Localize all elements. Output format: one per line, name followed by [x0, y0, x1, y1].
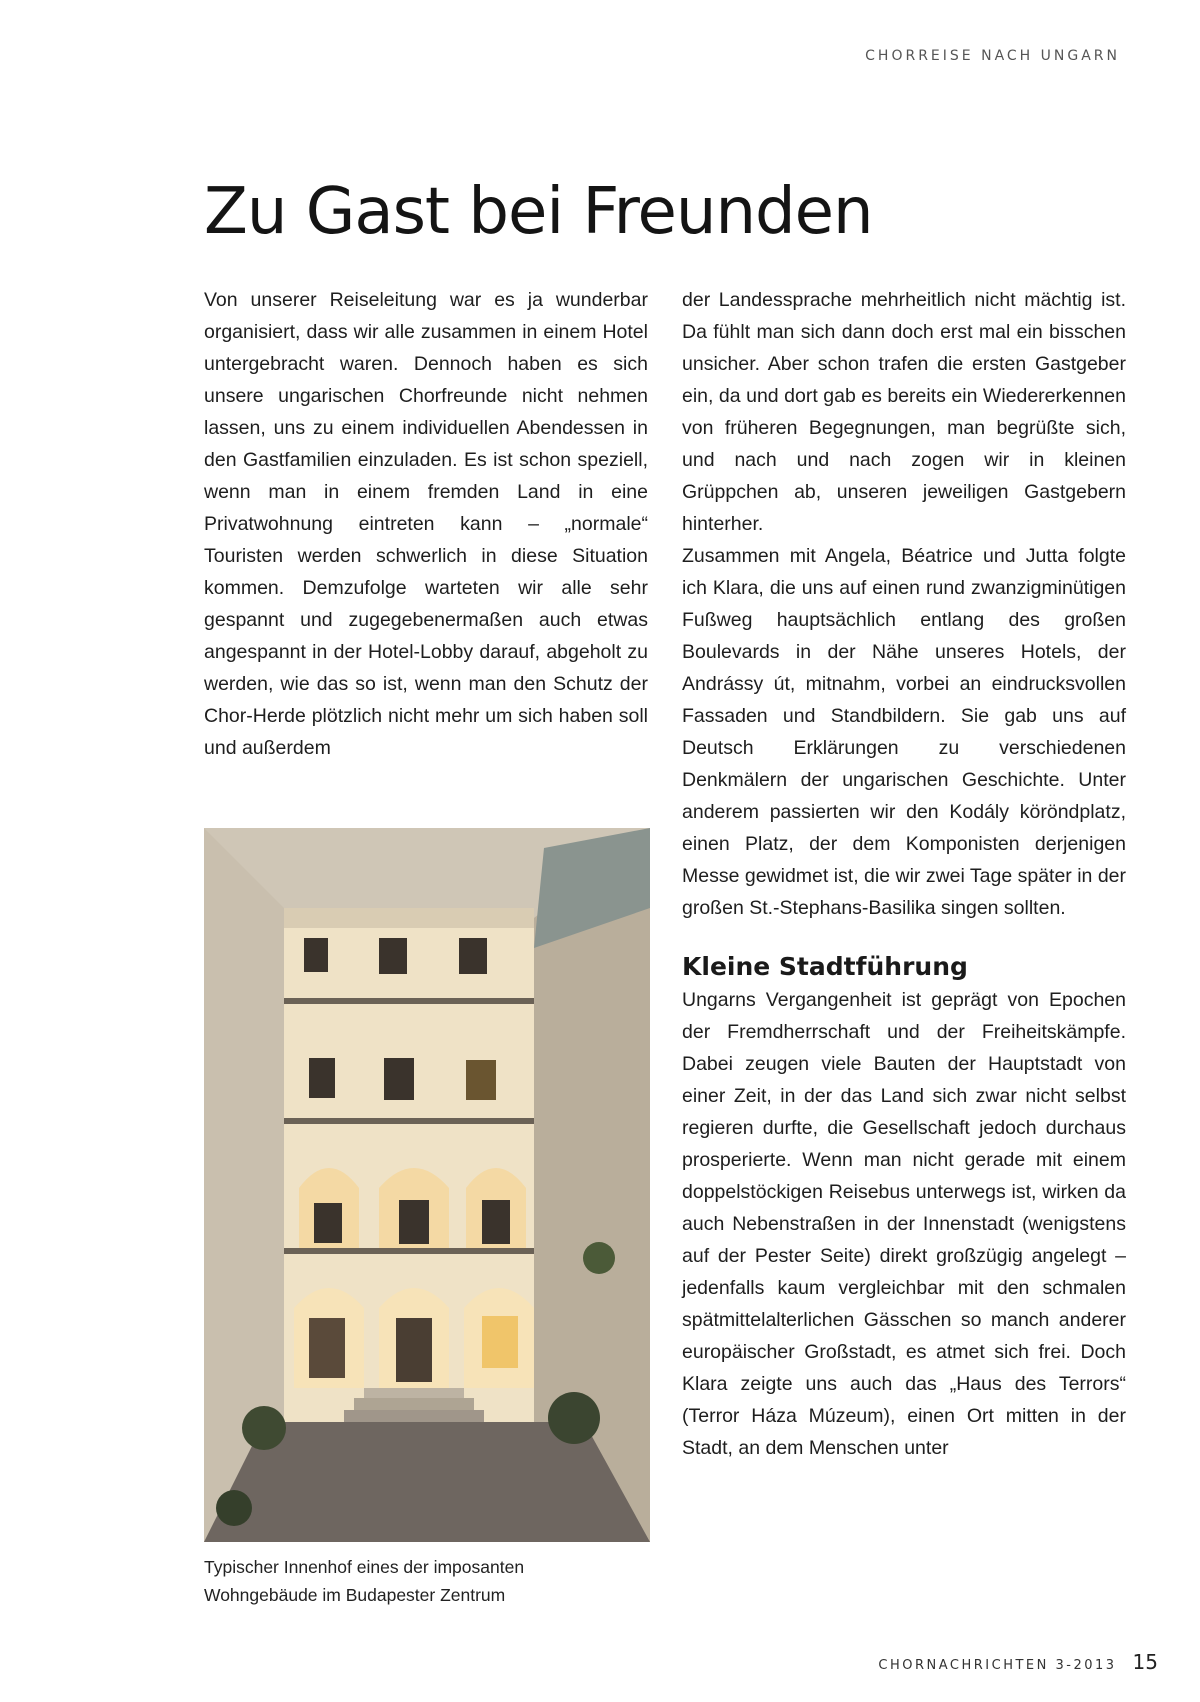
courtyard-illustration	[204, 828, 650, 1542]
paragraph-right-1: der Landessprache mehrheitlich nicht mächtig ist. Da fühlt man sich dann doch erst mal ein bisschen unsicher. Aber schon trafen die ersten Gastgeber ein, da und dort gab es bereits ein Wiedererkennen von früheren Begegnungen, man begrüßte sich, und nach und nach zogen wir in kleinen Grüppchen ab, unseren jeweiligen Gastgebern hinterher.	[682, 289, 1126, 535]
section-heading: Kleine Stadtführung	[682, 952, 968, 981]
paragraph-left: Von unserer Reiseleitung war es ja wunderbar organisiert, dass wir alle zusammen in einem Hotel untergebracht waren. Dennoch haben es sich unsere ungarischen Chorfreunde nicht nehmen lassen, uns zu einem individuellen Abendessen in den Gastfamilien einzuladen. Es ist schon speziell, wenn man in einem fremden Land in eine Privatwohnung eintreten kann – „normale“ Touristen werden schwerlich in diese Situation kommen. Demzufolge warteten wir alle sehr gespannt und zugegebenermaßen auch etwas angespannt in der Hotel-Lobby darauf, abgeholt zu werden, wie das so ist, wenn man den Schutz der Chor-Herde plötzlich nicht mehr um sich haben soll und außerdem	[204, 289, 648, 759]
paragraph-right-3: Ungarns Vergangenheit ist geprägt von Epochen der Fremdherrschaft und der Freiheitskämpfe. Dabei zeugen viele Bauten der Hauptstadt von einer Zeit, in der das Land sich zwar nicht selbst regieren durfte, die Gesellschaft jedoch durchaus prosperierte. Wenn man nicht gerade mit einem doppelstöckigen Reisebus unterwegs ist, wirken da auch Nebenstraßen in der Innenstadt (wenigstens auf der Pester Seite) direkt großzügig angelegt – jedenfalls kaum vergleichbar mit den schmalen spätmittelalterlichen Gässchen so manch anderer europäischer Großstadt, es atmet sich frei. Doch Klara zeigte uns auch das „Haus des Terrors“ (Terror Háza Múzeum), einen Ort mitten in der Stadt, an dem Menschen unter	[682, 989, 1126, 1459]
page-footer	[878, 1650, 1158, 1674]
paragraph-right-2: Zusammen mit Angela, Béatrice und Jutta folgte ich Klara, die uns auf einen rund zwanzigminütigen Fußweg hauptsächlich entlang des großen Boulevards in der Nähe unseres Hotels, der Andrássy út, mitnahm, vorbei an eindrucksvollen Fassaden und Standbildern. Sie gab uns auf Deutsch Erklärungen zu verschiedenen Denkmälern der ungarischen Geschichte. Unter anderem passierten wir den Kodály köröndplatz, einen Platz, der dem Komponisten derjenigen Messe gewidmet ist, die wir zwei Tage später in der großen St.-Stephans-Basilika singen sollten.	[682, 545, 1126, 919]
photo-caption	[204, 1553, 650, 1609]
page-number: 15	[1132, 1650, 1158, 1674]
running-head: CHORREISE NACH UNGARN	[865, 48, 1120, 64]
caption-line: Typischer Innenhof eines der imposanten	[204, 1557, 525, 1577]
page-title: Zu Gast bei Freunden	[204, 175, 873, 249]
courtyard-photo	[204, 828, 650, 1542]
magazine-name: CHORNACHRICHTEN 3-2013	[878, 1658, 1117, 1673]
article-column-left	[204, 284, 648, 764]
caption-line: Wohngebäude im Budapester Zentrum	[204, 1585, 506, 1605]
article-column-right	[682, 284, 1126, 1464]
